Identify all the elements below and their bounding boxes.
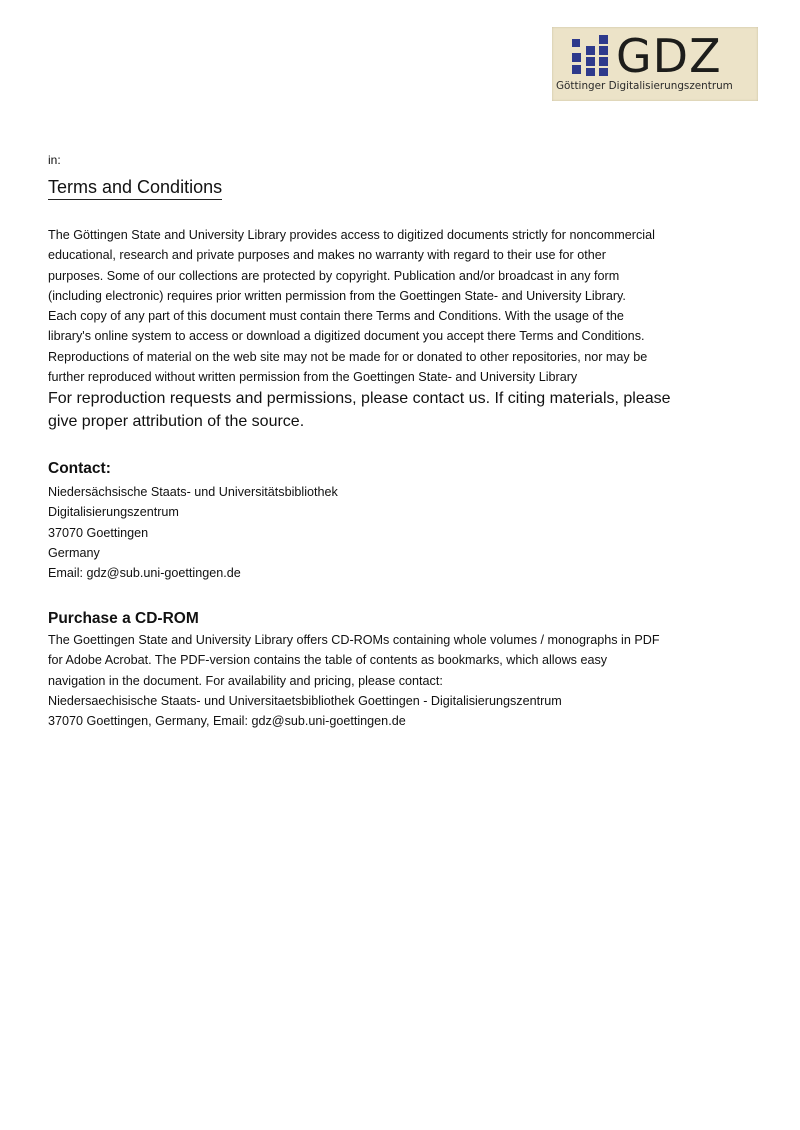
contact-line: Niedersächsische Staats- und Universitätsbibliothek: [48, 485, 338, 499]
reproduction-line: give proper attribution of the source.: [48, 413, 305, 430]
purchase-line: for Adobe Acrobat. The PDF-version contains the table of contents as bookmarks, which allows easy: [48, 653, 608, 668]
contact-line: Digitalisierungszentrum: [48, 505, 179, 520]
gdz-logo: [552, 27, 758, 101]
terms-line: (including electronic) requires prior written permission from the Goettingen State- and University Library.: [48, 288, 626, 303]
purchase-line: The Goettingen State and University Library offers CD-ROMs containing whole volumes / monographs in PDF: [48, 633, 660, 647]
reproduction-line: For reproduction requests and permissions, please contact us. If citing materials, please: [48, 390, 671, 407]
logo-subtitle: Göttinger Digitalisierungszentrum: [556, 80, 733, 92]
terms-line: library's online system to access or download a digitized document you accept there Terms and Conditions.: [48, 329, 645, 344]
terms-line: purposes. Some of our collections are protected by copyright. Publication and/or broadcast in any form: [48, 268, 620, 283]
purchase-line: 37070 Goettingen, Germany, Email: gdz@sub.uni-goettingen.de: [48, 714, 406, 729]
contact-line: 37070 Goettingen: [48, 525, 149, 540]
purchase-heading: Purchase a CD-ROM: [48, 610, 199, 627]
terms-line: Each copy of any part of this document must contain there Terms and Conditions. With the usage of the: [48, 309, 624, 324]
terms-paragraph: [48, 225, 655, 387]
terms-line: The Göttingen State and University Library provides access to digitized documents strictly for noncommercial: [48, 228, 655, 242]
page-title: Terms and Conditions: [48, 176, 222, 200]
in-label: in:: [48, 153, 61, 167]
purchase-line: Niedersaechisische Staats- und Universitaetsbibliothek Goettingen - Digitalisierungszentrum: [48, 693, 562, 708]
terms-line: Reproductions of material on the web site may not be made for or donated to other repositories, nor may be: [48, 349, 648, 364]
terms-line: further reproduced without written permission from the Goettingen State- and University Library: [48, 370, 578, 385]
purchase-line: navigation in the document. For availability and pricing, please contact:: [48, 673, 443, 688]
contact-heading: Contact:: [48, 460, 111, 477]
contact-block: [48, 482, 338, 583]
reproduction-notice: [48, 387, 671, 433]
contact-line: Germany: [48, 545, 100, 560]
contact-email: Email: gdz@sub.uni-goettingen.de: [48, 566, 241, 581]
purchase-block: [48, 630, 660, 731]
terms-line: educational, research and private purposes and makes no warranty with regard to their use for other: [48, 248, 606, 263]
logo-brand: GDZ: [616, 29, 722, 83]
